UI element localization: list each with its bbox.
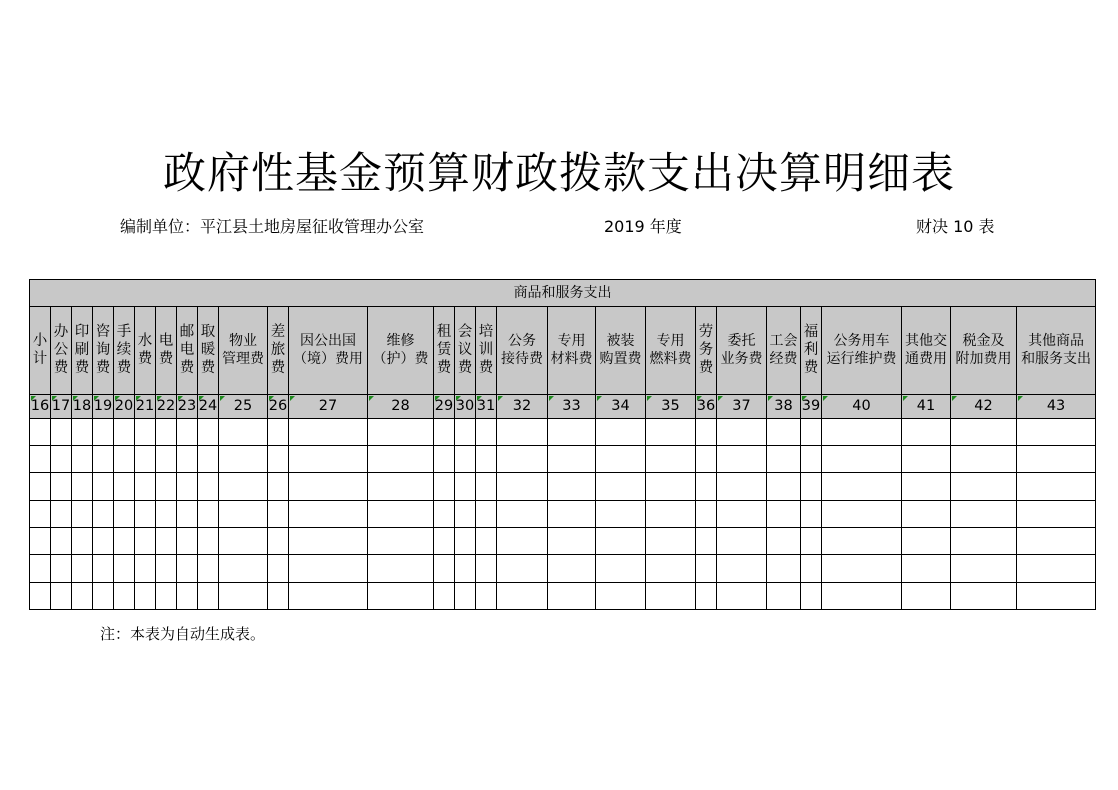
table-cell (198, 473, 219, 500)
table-cell (767, 500, 801, 527)
table-cell (801, 418, 822, 445)
column-number: 28 (368, 395, 434, 418)
column-number: 16 (30, 395, 51, 418)
table-cell (368, 418, 434, 445)
table-cell (93, 446, 114, 473)
table-cell (1017, 527, 1096, 554)
table-cell (72, 582, 93, 609)
table-cell (801, 500, 822, 527)
column-number: 35 (646, 395, 696, 418)
column-number: 24 (198, 395, 219, 418)
table-cell (455, 500, 476, 527)
table-note: 注：本表为自动生成表。 (100, 625, 266, 643)
table-cell (219, 500, 268, 527)
table-cell (198, 555, 219, 582)
column-header (497, 307, 548, 395)
column-number: 42 (951, 395, 1017, 418)
table-cell (1017, 446, 1096, 473)
column-header (156, 307, 177, 395)
column-number: 19 (93, 395, 114, 418)
table-cell (219, 527, 268, 554)
column-number: 21 (135, 395, 156, 418)
column-header-label: 咨 询 费 (95, 324, 111, 376)
table-cell (30, 582, 51, 609)
table-cell (368, 527, 434, 554)
table-cell (114, 473, 135, 500)
table-cell (219, 418, 268, 445)
column-number: 23 (177, 395, 198, 418)
table-row (30, 473, 1096, 500)
column-number: 36 (696, 395, 717, 418)
table-cell (114, 527, 135, 554)
table-cell (801, 582, 822, 609)
column-number: 43 (1017, 395, 1096, 418)
table-cell (156, 473, 177, 500)
table-cell (368, 473, 434, 500)
table-cell (156, 582, 177, 609)
table-cell (434, 555, 455, 582)
table-cell (767, 418, 801, 445)
table-cell (289, 473, 368, 500)
table-cell (717, 527, 767, 554)
column-number: 34 (596, 395, 646, 418)
table-cell (476, 473, 497, 500)
table-cell (717, 446, 767, 473)
table-cell (476, 555, 497, 582)
table-cell (72, 473, 93, 500)
column-number: 22 (156, 395, 177, 418)
table-cell (177, 527, 198, 554)
table-cell (455, 582, 476, 609)
table-cell (135, 582, 156, 609)
expenditure-table (29, 279, 1096, 610)
table-cell (951, 527, 1017, 554)
table-cell (548, 555, 596, 582)
table-cell (219, 582, 268, 609)
table-row (30, 527, 1096, 554)
table-cell (497, 418, 548, 445)
column-header (51, 307, 72, 395)
column-header (368, 307, 434, 395)
table-cell (93, 582, 114, 609)
column-number: 26 (268, 395, 289, 418)
table-cell (268, 527, 289, 554)
table-cell (156, 527, 177, 554)
table-cell (717, 418, 767, 445)
table-cell (902, 582, 951, 609)
table-cell (497, 582, 548, 609)
form-code: 财决 10 表 (916, 217, 995, 236)
column-number: 30 (455, 395, 476, 418)
table-cell (951, 446, 1017, 473)
table-cell (135, 500, 156, 527)
table-cell (177, 500, 198, 527)
column-header-label: 小 计 (32, 333, 48, 367)
table-cell (135, 473, 156, 500)
column-header (717, 307, 767, 395)
table-cell (646, 555, 696, 582)
table-cell (72, 527, 93, 554)
column-header-label: 邮 电 费 (179, 324, 195, 376)
column-header-label: 税金及 附加费用 (955, 333, 1012, 367)
table-cell (646, 582, 696, 609)
table-cell (902, 555, 951, 582)
column-header (767, 307, 801, 395)
column-header (646, 307, 696, 395)
table-row (30, 500, 1096, 527)
table-cell (767, 527, 801, 554)
table-cell (368, 555, 434, 582)
table-cell (135, 555, 156, 582)
table-cell (156, 418, 177, 445)
column-number: 27 (289, 395, 368, 418)
table-cell (156, 555, 177, 582)
table-cell (696, 582, 717, 609)
column-header (198, 307, 219, 395)
table-cell (497, 500, 548, 527)
table-cell (902, 500, 951, 527)
column-header-label: 劳 务 费 (698, 324, 714, 376)
column-number: 20 (114, 395, 135, 418)
table-cell (177, 555, 198, 582)
column-header (177, 307, 198, 395)
table-cell (135, 418, 156, 445)
table-cell (646, 500, 696, 527)
table-cell (476, 500, 497, 527)
table-cell (198, 500, 219, 527)
table-cell (646, 418, 696, 445)
table-cell (289, 582, 368, 609)
table-cell (72, 446, 93, 473)
table-cell (114, 555, 135, 582)
table-cell (455, 473, 476, 500)
fiscal-year: 2019 年度 (604, 217, 682, 236)
table-cell (219, 473, 268, 500)
table-cell (476, 418, 497, 445)
table-cell (93, 500, 114, 527)
column-header-label: 福 利 费 (803, 324, 819, 376)
table-cell (30, 418, 51, 445)
table-cell (30, 500, 51, 527)
table-cell (177, 446, 198, 473)
column-header (696, 307, 717, 395)
table-row (30, 418, 1096, 445)
column-header-label: 维修 （护）费 (372, 333, 429, 367)
column-header-label: 差 旅 费 (270, 324, 286, 376)
column-number: 18 (72, 395, 93, 418)
table-cell (268, 418, 289, 445)
column-header (289, 307, 368, 395)
table-cell (548, 418, 596, 445)
table-cell (455, 527, 476, 554)
table-cell (156, 446, 177, 473)
table-cell (289, 555, 368, 582)
table-cell (434, 446, 455, 473)
column-header (72, 307, 93, 395)
table-cell (30, 555, 51, 582)
table-cell (822, 582, 902, 609)
table-cell (156, 500, 177, 527)
table-cell (198, 446, 219, 473)
column-number: 41 (902, 395, 951, 418)
table-cell (135, 446, 156, 473)
column-header-label: 电 费 (158, 333, 174, 367)
column-header-label: 公务用车 运行维护费 (826, 333, 897, 367)
table-cell (951, 500, 1017, 527)
table-cell (822, 418, 902, 445)
table-cell (434, 418, 455, 445)
table-cell (548, 446, 596, 473)
column-header (93, 307, 114, 395)
column-header (596, 307, 646, 395)
column-header (902, 307, 951, 395)
column-number: 39 (801, 395, 822, 418)
table-cell (646, 473, 696, 500)
table-cell (177, 418, 198, 445)
table-cell (1017, 500, 1096, 527)
table-cell (646, 446, 696, 473)
column-header-label: 工会 经费 (769, 333, 798, 367)
table-cell (902, 446, 951, 473)
table-cell (114, 446, 135, 473)
table-cell (717, 582, 767, 609)
compiling-unit: 编制单位：平江县土地房屋征收管理办公室 (120, 217, 425, 236)
column-header (476, 307, 497, 395)
column-header-label: 其他商品 和服务支出 (1021, 333, 1092, 367)
table-cell (1017, 555, 1096, 582)
column-header (268, 307, 289, 395)
table-cell (30, 473, 51, 500)
table-cell (30, 527, 51, 554)
column-header-label: 因公出国 （境）费用 (293, 333, 363, 367)
table-cell (434, 473, 455, 500)
table-cell (801, 527, 822, 554)
group-header: 商品和服务支出 (30, 280, 1096, 307)
column-header-label: 取 暖 费 (200, 324, 216, 376)
table-cell (951, 473, 1017, 500)
table-cell (767, 555, 801, 582)
table-cell (268, 582, 289, 609)
table-cell (114, 418, 135, 445)
column-header (951, 307, 1017, 395)
table-cell (1017, 473, 1096, 500)
column-header-label: 办 公 费 (53, 324, 69, 376)
table-cell (198, 418, 219, 445)
table-cell (268, 500, 289, 527)
column-number: 25 (219, 395, 268, 418)
table-cell (596, 473, 646, 500)
table-cell (902, 473, 951, 500)
column-number: 32 (497, 395, 548, 418)
table-cell (51, 418, 72, 445)
column-header-label: 其他交 通费用 (905, 333, 947, 367)
table-cell (368, 500, 434, 527)
table-cell (548, 500, 596, 527)
table-cell (476, 446, 497, 473)
table-cell (951, 555, 1017, 582)
column-header-label: 培 训 费 (478, 324, 494, 376)
table-cell (1017, 582, 1096, 609)
table-row (30, 555, 1096, 582)
table-cell (434, 527, 455, 554)
column-header (434, 307, 455, 395)
table-cell (72, 555, 93, 582)
table-cell (219, 446, 268, 473)
table-cell (596, 582, 646, 609)
column-header-label: 手 续 费 (116, 324, 132, 376)
table-cell (455, 418, 476, 445)
table-cell (801, 555, 822, 582)
column-header-label: 水 费 (137, 333, 153, 367)
table-cell (717, 473, 767, 500)
table-cell (455, 555, 476, 582)
table-cell (434, 582, 455, 609)
table-cell (767, 473, 801, 500)
table-cell (51, 446, 72, 473)
table-cell (822, 500, 902, 527)
table-cell (455, 446, 476, 473)
column-header-label: 专用 燃料费 (649, 333, 692, 367)
table-cell (289, 418, 368, 445)
table-cell (51, 500, 72, 527)
table-cell (289, 527, 368, 554)
table-cell (476, 527, 497, 554)
table-cell (114, 582, 135, 609)
table-cell (219, 555, 268, 582)
column-header-label: 公务 接待费 (501, 333, 543, 367)
report-title: 政府性基金预算财政拨款支出决算明细表 (163, 149, 955, 199)
table-cell (951, 582, 1017, 609)
table-row (30, 446, 1096, 473)
table-cell (801, 446, 822, 473)
table-cell (696, 418, 717, 445)
column-header (801, 307, 822, 395)
table-cell (767, 446, 801, 473)
table-cell (717, 555, 767, 582)
table-cell (198, 582, 219, 609)
table-cell (268, 473, 289, 500)
table-cell (93, 527, 114, 554)
table-cell (368, 582, 434, 609)
table-cell (596, 527, 646, 554)
table-cell (368, 446, 434, 473)
table-cell (902, 418, 951, 445)
column-header (455, 307, 476, 395)
table-cell (951, 418, 1017, 445)
table-cell (497, 555, 548, 582)
table-cell (548, 582, 596, 609)
column-number: 33 (548, 395, 596, 418)
table-cell (696, 555, 717, 582)
column-number: 37 (717, 395, 767, 418)
table-cell (135, 527, 156, 554)
column-header (114, 307, 135, 395)
column-number: 31 (476, 395, 497, 418)
column-header (548, 307, 596, 395)
column-header-label: 租 赁 费 (436, 324, 452, 376)
table-cell (268, 555, 289, 582)
table-cell (801, 473, 822, 500)
table-cell (434, 500, 455, 527)
table-cell (177, 582, 198, 609)
table-cell (497, 446, 548, 473)
table-cell (696, 446, 717, 473)
table-cell (93, 473, 114, 500)
column-header-label: 专用 材料费 (550, 333, 593, 367)
column-header-label: 会 议 费 (457, 324, 473, 376)
table-cell (72, 418, 93, 445)
table-cell (289, 446, 368, 473)
column-header (30, 307, 51, 395)
column-number: 17 (51, 395, 72, 418)
column-number: 29 (434, 395, 455, 418)
table-cell (1017, 418, 1096, 445)
table-cell (548, 527, 596, 554)
table-cell (177, 473, 198, 500)
table-cell (548, 473, 596, 500)
table-cell (497, 527, 548, 554)
table-cell (476, 582, 497, 609)
table-cell (767, 582, 801, 609)
table-cell (696, 527, 717, 554)
table-cell (51, 527, 72, 554)
column-header (822, 307, 902, 395)
table-cell (93, 555, 114, 582)
table-cell (51, 555, 72, 582)
table-cell (696, 473, 717, 500)
table-cell (822, 555, 902, 582)
table-cell (596, 418, 646, 445)
table-cell (646, 527, 696, 554)
table-cell (822, 446, 902, 473)
column-number: 40 (822, 395, 902, 418)
column-header (219, 307, 268, 395)
column-header-label: 印 刷 费 (74, 324, 90, 376)
column-number: 38 (767, 395, 801, 418)
table-cell (822, 527, 902, 554)
column-header-label: 委托 业务费 (720, 333, 763, 367)
table-cell (696, 500, 717, 527)
table-cell (30, 446, 51, 473)
table-cell (72, 500, 93, 527)
table-cell (114, 500, 135, 527)
table-cell (497, 473, 548, 500)
table-cell (902, 527, 951, 554)
column-header-label: 物业 管理费 (222, 333, 264, 367)
table-cell (51, 582, 72, 609)
table-row (30, 582, 1096, 609)
table-cell (93, 418, 114, 445)
column-header-label: 被装 购置费 (599, 333, 642, 367)
table-cell (198, 527, 219, 554)
table-cell (822, 473, 902, 500)
table-cell (268, 446, 289, 473)
table-cell (289, 500, 368, 527)
table-cell (596, 500, 646, 527)
table-cell (717, 500, 767, 527)
table-cell (596, 446, 646, 473)
column-header (1017, 307, 1096, 395)
table-cell (51, 473, 72, 500)
column-header (135, 307, 156, 395)
table-cell (596, 555, 646, 582)
